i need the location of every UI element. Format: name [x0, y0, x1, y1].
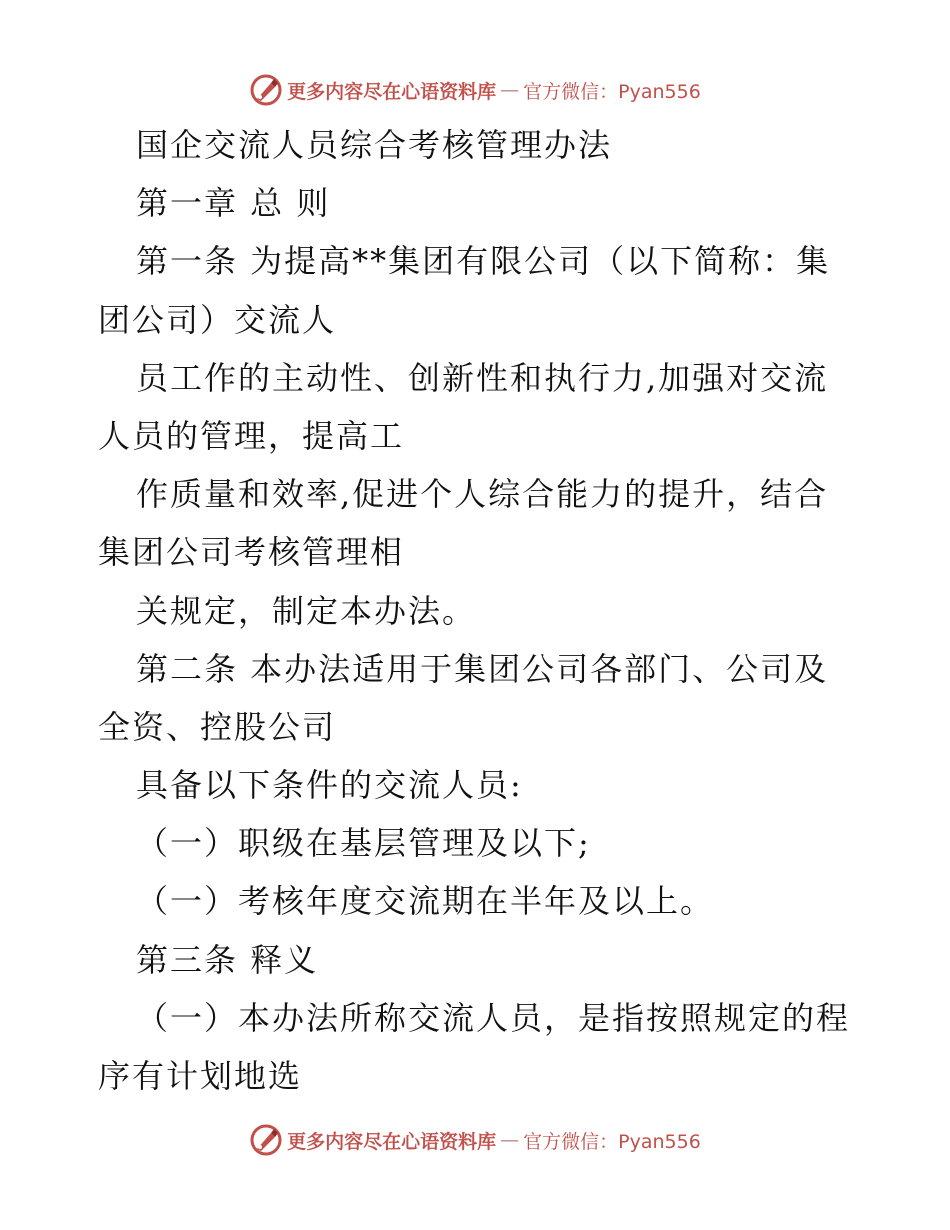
text-line: 第一条 为提高**集团有限公司（以下简称：集 — [136, 242, 831, 281]
chapter-heading: 第一章 总 则 — [136, 184, 331, 223]
list-item: （一）职级在基层管理及以下; — [136, 824, 591, 863]
footer-watermark — [0, 1120, 950, 1160]
pen-logo-icon — [249, 73, 283, 107]
watermark-brand-text: 更多内容尽在心语资料库 — [287, 1130, 497, 1153]
document-body — [98, 116, 858, 1105]
watermark-contact-text: 官方微信：Pyan556 — [523, 1130, 701, 1153]
text-line: 关规定，制定本办法。 — [136, 591, 477, 630]
text-line: 第二条 本办法适用于集团公司各部门、公司及 — [136, 649, 829, 688]
text-line: 人员的管理，提高工 — [98, 416, 405, 455]
watermark-dash: — — [500, 79, 520, 101]
header-watermark — [0, 70, 950, 110]
article-heading: 第三条 释义 — [136, 940, 319, 979]
text-line: 集团公司考核管理相 — [98, 533, 405, 572]
list-item: （一）本办法所称交流人员，是指按照规定的程 — [136, 998, 851, 1037]
text-line: 员工作的主动性、创新性和执行力,加强对交流 — [136, 358, 829, 397]
pen-logo-icon — [249, 1123, 283, 1157]
text-line: 团公司）交流人 — [98, 300, 337, 339]
watermark-contact-text: 官方微信：Pyan556 — [523, 80, 701, 103]
watermark-dash: — — [500, 1129, 520, 1151]
list-item: （一）考核年度交流期在半年及以上。 — [136, 882, 715, 921]
text-line: 全资、控股公司 — [98, 707, 337, 746]
text-line: 具备以下条件的交流人员: — [136, 766, 523, 805]
watermark-brand-text: 更多内容尽在心语资料库 — [287, 80, 497, 103]
text-line: 作质量和效率,促进个人综合能力的提升，结合 — [136, 475, 829, 514]
document-title: 国企交流人员综合考核管理办法 — [136, 126, 613, 164]
text-line: 序有计划地选 — [98, 1057, 303, 1095]
